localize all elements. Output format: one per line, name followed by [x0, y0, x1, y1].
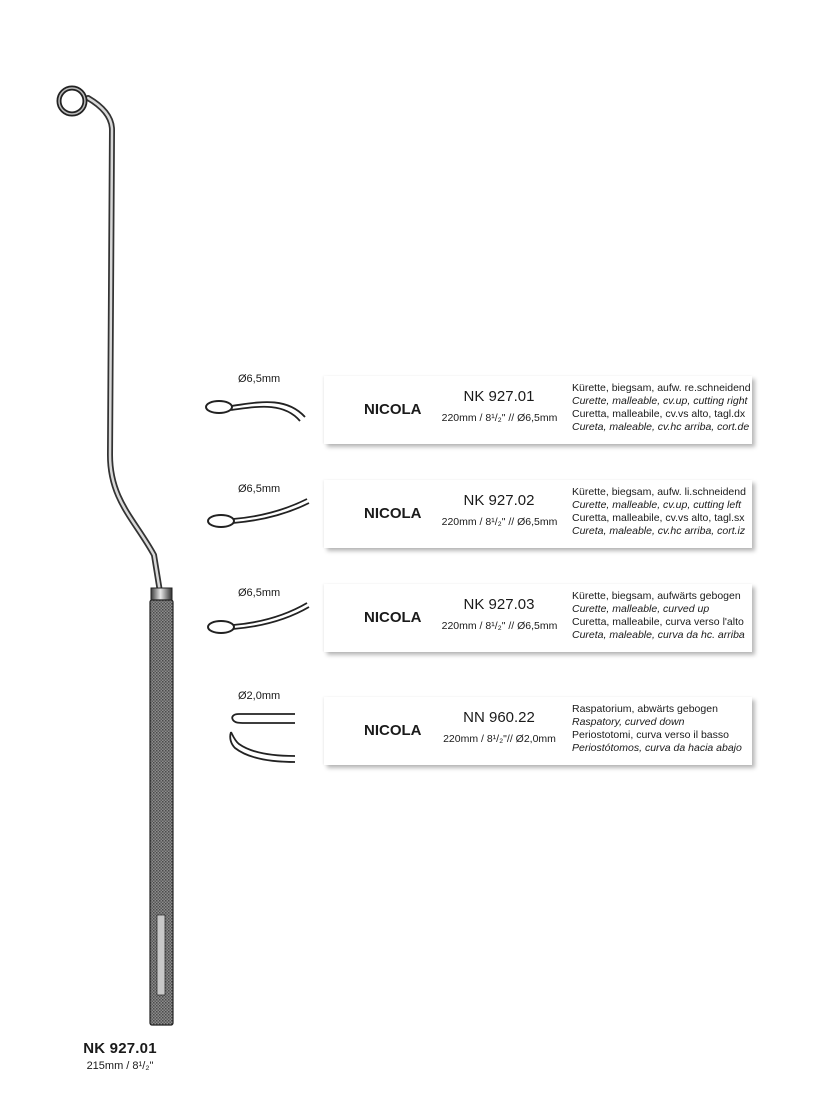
- description-it: Curetta, malleabile, cv.vs alto, tagl.sx: [572, 512, 745, 524]
- main-instrument-caption: [70, 1040, 170, 1072]
- tip-drawing-2: [195, 483, 320, 558]
- description-it: Periostotomi, curva verso il basso: [572, 729, 729, 741]
- curette-tip-icon: [195, 601, 320, 661]
- product-size: 220mm / 8¹/₂" // Ø6,5mm: [441, 620, 558, 632]
- product-code: NK 927.03: [463, 596, 535, 613]
- tip-diameter: Ø6,5mm: [238, 587, 281, 599]
- description-it: Curetta, malleabile, cv.vs alto, tagl.dx: [572, 408, 746, 420]
- brand-name: NICOLA: [364, 401, 422, 418]
- product-description: [572, 486, 746, 538]
- curette-tip-icon: [195, 387, 320, 447]
- product-description: [572, 703, 742, 755]
- tip-diameter: Ø6,5mm: [238, 483, 281, 495]
- description-de: Kürette, biegsam, aufw. li.schneidend: [572, 486, 746, 498]
- tip-drawing-1: [195, 373, 320, 448]
- product-description: [572, 382, 751, 434]
- tip-diameter: Ø2,0mm: [238, 690, 281, 702]
- main-instrument-code: NK 927.01: [83, 1040, 157, 1057]
- tip-diameter: Ø6,5mm: [238, 373, 281, 385]
- tip-drawing-3: [195, 587, 320, 662]
- product-description: [572, 590, 745, 642]
- description-es: Cureta, maleable, cv.hc arriba, cort.iz: [572, 525, 746, 537]
- description-es: Periostótomos, curva da hacia abajo: [572, 742, 742, 754]
- product-size: 220mm / 8¹/₂"// Ø2,0mm: [443, 733, 556, 745]
- product-card: [324, 584, 752, 652]
- description-es: Cureta, maleable, cv.hc arriba, cort.de: [572, 421, 750, 433]
- product-code: NK 927.01: [463, 388, 535, 405]
- description-de: Kürette, biegsam, aufw. re.schneidend: [572, 382, 751, 394]
- description-it: Curetta, malleabile, curva verso l'alto: [572, 616, 744, 628]
- description-en: Raspatory, curved down: [572, 716, 685, 728]
- product-code: NN 960.22: [463, 709, 535, 726]
- curette-tip-icon: [195, 497, 320, 557]
- description-de: Raspatorium, abwärts gebogen: [572, 703, 718, 715]
- description-en: Curette, malleable, curved up: [572, 603, 710, 615]
- brand-name: NICOLA: [364, 505, 422, 522]
- description-de: Kürette, biegsam, aufwärts gebogen: [572, 590, 741, 602]
- description-en: Curette, malleable, cv.up, cutting right: [572, 395, 748, 407]
- raspatory-tip-icon: [195, 704, 320, 764]
- tip-drawing-4: [195, 690, 320, 765]
- brand-name: NICOLA: [364, 722, 422, 739]
- product-card: [324, 376, 752, 444]
- product-card: [324, 697, 752, 765]
- product-code: NK 927.02: [463, 492, 535, 509]
- product-size: 220mm / 8¹/₂" // Ø6,5mm: [441, 516, 558, 528]
- description-es: Cureta, maleable, curva da hc. arriba: [572, 629, 745, 641]
- brand-name: NICOLA: [364, 609, 422, 626]
- main-instrument-length: 215mm / 8¹/₂": [86, 1060, 154, 1072]
- product-card: [324, 480, 752, 548]
- product-size: 220mm / 8¹/₂" // Ø6,5mm: [441, 412, 558, 424]
- description-en: Curette, malleable, cv.up, cutting left: [572, 499, 742, 511]
